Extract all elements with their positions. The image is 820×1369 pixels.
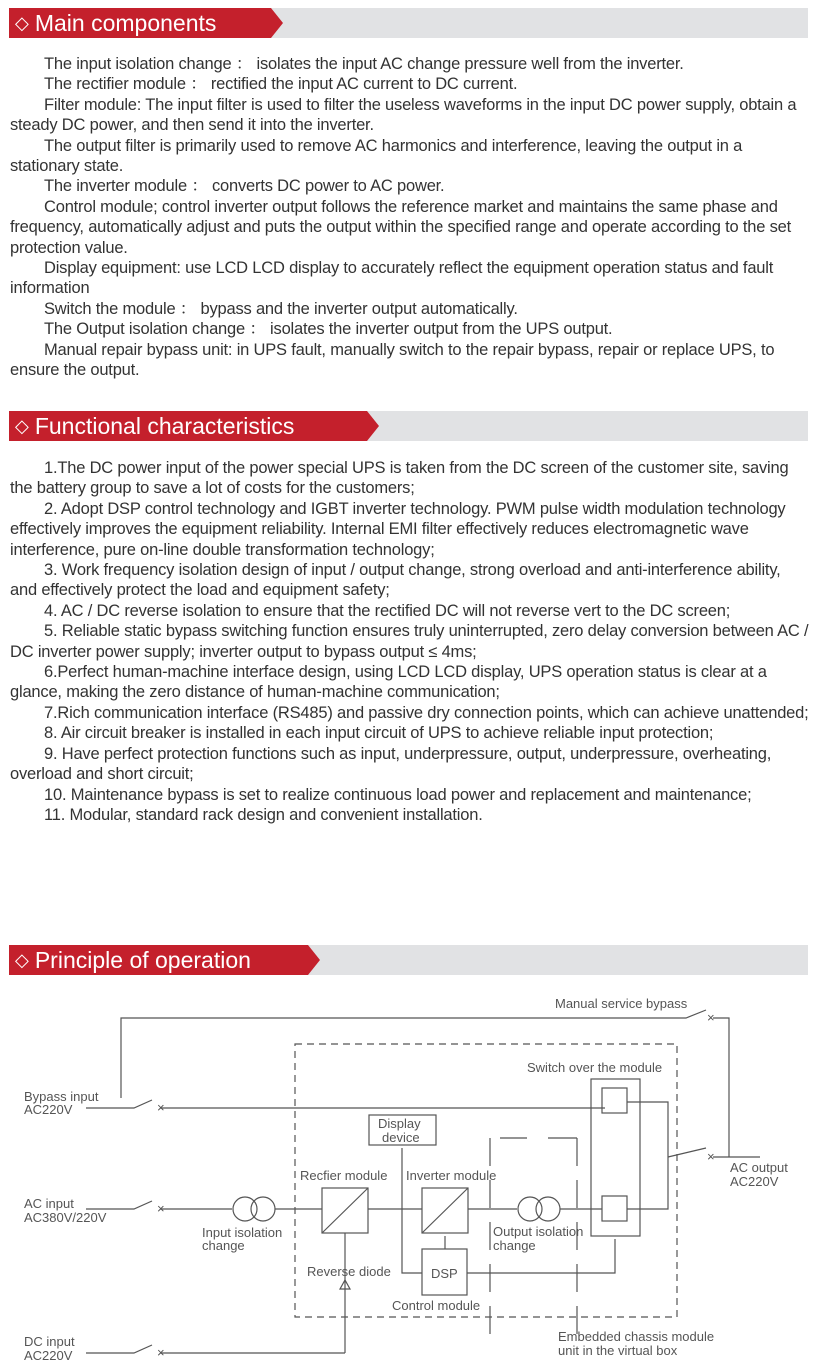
paragraph: The rectifier module ： rectified the input AC current to DC current. <box>44 75 518 94</box>
paragraph: 5. Reliable static bypass switching function ensures truly uninterrupted, zero delay conversion between AC / DC inverter power supply; inverter output to bypass output ≤ 4ms; <box>10 622 809 661</box>
section-title-text: Functional characteristics <box>34 413 295 439</box>
svg-text:×: × <box>157 1100 165 1115</box>
functional-text <box>10 458 810 825</box>
output-transformer-icon <box>518 1197 542 1221</box>
paragraph: 7.Rich communication interface (RS485) and passive dry connection points, which can achieve unattended; <box>44 703 809 722</box>
paragraph: 10. Maintenance bypass is set to realize continuous load power and replacement and maintenance; <box>44 785 752 804</box>
paragraph: Filter module: The input filter is used to filter the useless waveforms in the input DC power supply, obtain a steady DC power, and then send it into the inverter. <box>10 95 797 135</box>
paragraph: Display equipment: use LCD LCD display to accurately reflect the equipment operation status and fault information <box>10 259 774 298</box>
paragraph: Switch the module ： bypass and the inverter output automatically. <box>44 299 518 318</box>
section-header-functional <box>9 411 808 441</box>
label-input-isolation: Input isolation <box>202 1225 283 1240</box>
manual-bypass-line <box>121 996 729 1157</box>
paragraph: 6.Perfect human-machine interface design, using LCD LCD display, UPS operation status is clear at a glance, making the zero distance of human-machine communication; <box>10 663 767 702</box>
label-display: Display <box>378 1116 421 1131</box>
input-transformer-icon <box>233 1197 257 1221</box>
diamond-icon: ◇ <box>15 950 29 970</box>
main-components-text <box>10 54 810 381</box>
thyristor-top <box>602 1088 627 1113</box>
section-title-functional <box>9 411 367 441</box>
svg-text:device: device <box>382 1130 420 1145</box>
label-ac-output: AC output <box>730 1160 788 1175</box>
label-ac-input-voltage: AC380V/220V <box>24 1210 107 1225</box>
svg-text:change: change <box>493 1238 536 1253</box>
paragraph: 2. Adopt DSP control technology and IGBT inverter technology. PWM pulse width modulation technology effectively improves the equipment reliability. Internal EMI filter effectively reduces electromagnetic wave interference, pure on-line double transformation technology; <box>10 499 786 559</box>
svg-text:×: × <box>707 1010 715 1025</box>
label-inverter: Inverter module <box>406 1168 497 1183</box>
paragraph: 4. AC / DC reverse isolation to ensure that the rectified DC will not reverse vert to the DC screen; <box>44 601 731 620</box>
paragraph: 11. Modular, standard rack design and convenient installation. <box>44 805 483 824</box>
section-title-text: Main components <box>34 10 217 36</box>
paragraph: Manual repair bypass unit: in UPS fault, manually switch to the repair bypass, repair or replace UPS, to ensure the output. <box>10 340 775 380</box>
label-bypass-voltage: AC220V <box>24 1102 73 1117</box>
thyristor-bottom <box>602 1196 627 1221</box>
label-ac-input: AC input <box>24 1196 74 1211</box>
diamond-icon: ◇ <box>15 416 29 436</box>
paragraph: 8. Air circuit breaker is installed in each input circuit of UPS to achieve reliable input protection; <box>44 724 714 743</box>
paragraph: The Output isolation change ： isolates the inverter output from the UPS output. <box>44 320 613 339</box>
svg-text:×: × <box>157 1201 165 1216</box>
section-title-principle <box>9 945 308 975</box>
svg-text:change: change <box>202 1238 245 1253</box>
diamond-icon: ◇ <box>15 13 29 33</box>
section-header-principle <box>9 945 808 975</box>
svg-text:×: × <box>707 1149 715 1164</box>
label-ac-output-voltage: AC220V <box>730 1174 779 1189</box>
label-output-isolation: Output isolation <box>493 1224 584 1239</box>
section-title-main <box>9 8 271 38</box>
bypass-input-line <box>24 1089 605 1117</box>
paragraph: The inverter module ： converts DC power to AC power. <box>44 177 445 196</box>
section-header-main <box>9 8 808 38</box>
label-embedded: Embedded chassis module <box>558 1329 715 1344</box>
ups-diagram <box>0 985 820 1369</box>
label-rectifier: Recfier module <box>300 1168 388 1183</box>
paragraph: The input isolation change ： isolates the input AC change pressure well from the inverter. <box>44 55 684 73</box>
label-bypass-input: Bypass input <box>24 1089 99 1104</box>
label-dsp: DSP <box>431 1266 458 1281</box>
label-switch-module: Switch over the module <box>527 1060 663 1075</box>
svg-text:×: × <box>157 1345 165 1360</box>
paragraph: 1.The DC power input of the power special UPS is taken from the DC screen of the customer site, saving the battery group to save a lot of costs for the customers; <box>10 459 789 498</box>
svg-text:unit in the virtual box: unit in the virtual box <box>558 1343 678 1358</box>
section-title-text: Principle of operation <box>34 947 251 973</box>
paragraph: Control module; control inverter output follows the reference market and maintains the same phase and frequency, automatically adjust and puts the output within the specified range and operate according to the set protection value. <box>10 197 792 257</box>
paragraph: The output filter is primarily used to remove AC harmonics and interference, leaving the output in a stationary state. <box>10 136 743 176</box>
label-dc-input: DC input <box>24 1334 75 1349</box>
label-dc-input-voltage: AC220V <box>24 1348 73 1363</box>
label-control-module: Control module <box>392 1298 481 1313</box>
label-manual-bypass: Manual service bypass <box>555 996 688 1011</box>
label-reverse-diode: Reverse diode <box>307 1264 391 1279</box>
paragraph: 9. Have perfect protection functions such as input, underpressure, output, underpressure, overheating, overload and short circuit; <box>10 744 772 784</box>
paragraph: 3. Work frequency isolation design of input / output change, strong overload and anti-interference ability, and effectively protect the load and equipment safety; <box>10 561 781 600</box>
